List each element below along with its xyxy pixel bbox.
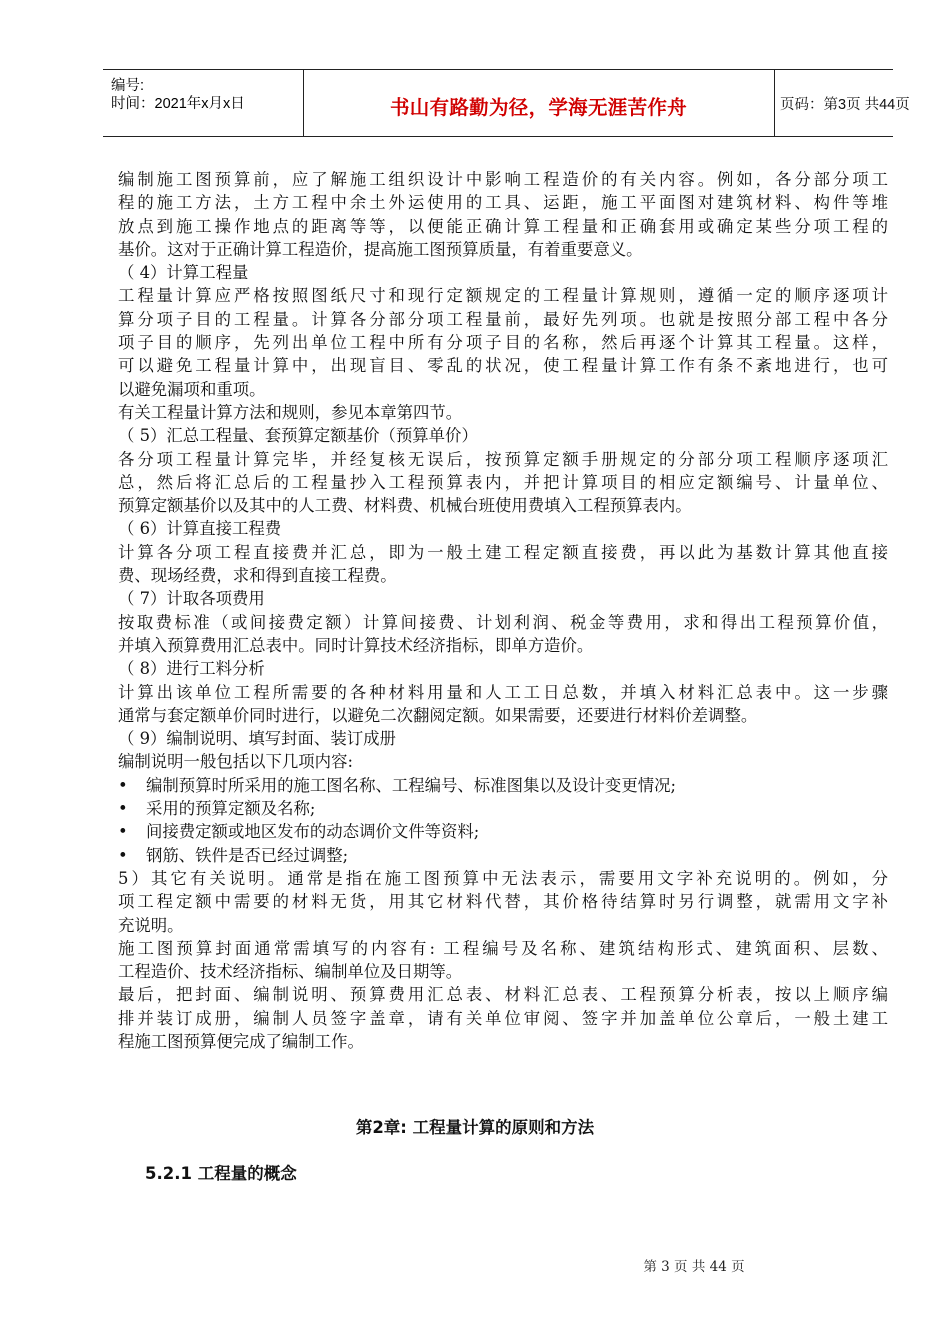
body-line xyxy=(118,681,888,704)
line-text: 以避免漏项和重项。 xyxy=(118,379,266,399)
bullet-item xyxy=(118,774,888,797)
line-text: 计算出该单位工程所需要的各种材料用量和人工工日总数，并填入材料汇总表中。这一步骤 xyxy=(118,682,888,702)
line-text: 通常与套定额单价同时进行，以避免二次翻阅定额。如果需要，还要进行材料价差调整。 xyxy=(118,705,758,725)
body-line xyxy=(118,937,888,960)
document-time-label: 时间：2021年x月x日 xyxy=(111,96,245,112)
bullet-item xyxy=(118,797,888,820)
body-line xyxy=(118,587,888,610)
line-text: 总，然后将汇总后的工程量抄入工程预算表内，并把计算项目的相应定额编号、计量单位、 xyxy=(118,472,888,492)
page-footer xyxy=(0,1255,950,1275)
line-text: 项工程定额中需要的材料无货，用其它材料代替，其价格待结算时另行调整，就需用文字补 xyxy=(118,892,888,912)
body-line xyxy=(118,704,888,727)
body-line xyxy=(118,331,888,354)
bullet-item xyxy=(118,844,888,867)
line-text: 工程造价、技术经济指标、编制单位及日期等。 xyxy=(118,962,463,982)
body-line xyxy=(118,378,888,401)
body-line xyxy=(118,1030,888,1053)
body-line xyxy=(118,890,888,913)
bullet-icon: • xyxy=(118,845,128,865)
body-line xyxy=(118,657,888,680)
line-text: 程的施工方法，土方工程中余土外运使用的工具、运距，施工平面图对建筑材料、构件等堆 xyxy=(118,193,888,213)
body-line xyxy=(118,611,888,634)
document-number-label: 编号: xyxy=(111,78,145,94)
body-line xyxy=(118,914,888,937)
line-text: 编制预算时所采用的施工图名称、工程编号、标准图集以及设计变更情况; xyxy=(146,775,677,795)
body-line xyxy=(118,750,888,773)
body-line xyxy=(118,471,888,494)
body-line xyxy=(118,564,888,587)
line-text: 采用的预算定额及名称; xyxy=(146,799,316,819)
header-motto: 书山有路勤为径，学海无涯苦作舟 xyxy=(389,96,687,119)
line-text: （ 7）计取各项费用 xyxy=(118,589,265,609)
bullet-icon: • xyxy=(118,775,128,795)
line-text: 施工图预算封面通常需填写的内容有: 工程编号及名称、建筑结构形式、建筑面积、层数、 xyxy=(118,938,888,958)
line-text: （ 4）计算工程量 xyxy=(118,263,249,283)
line-text: （ 9）编制说明、填写封面、装订成册 xyxy=(118,729,396,749)
line-text: 可以避免工程量计算中，出现盲目、零乱的状况，使工程量计算工作有条不紊地进行，也可 xyxy=(118,356,888,376)
line-text: 程施工图预算便完成了编制工作。 xyxy=(118,1031,364,1051)
chapter-title: 第2章: 工程量计算的原则和方法 xyxy=(355,1118,595,1137)
body-line xyxy=(118,960,888,983)
body-line xyxy=(118,238,888,261)
header-page-cell xyxy=(774,70,910,136)
header-motto-cell xyxy=(303,70,775,136)
bullet-icon: • xyxy=(118,822,128,842)
line-text: 工程量计算应严格按照图纸尺寸和现行定额规定的工程量计算规则，遵循一定的顺序逐项计 xyxy=(118,286,888,306)
body-line xyxy=(118,494,888,517)
body-line xyxy=(118,727,888,750)
line-text: 5）其它有关说明。通常是指在施工图预算中无法表示，需要用文字补充说明的。例如，分 xyxy=(118,868,888,888)
line-text: 费、现场经费，求和得到直接工程费。 xyxy=(118,566,397,586)
line-text: （ 8）进行工料分析 xyxy=(118,659,265,679)
line-text: 并填入预算费用汇总表中。同时计算技术经济指标，即单方造价。 xyxy=(118,635,594,655)
line-text: （ 6）计算直接工程费 xyxy=(118,519,282,539)
line-text: 充说明。 xyxy=(118,915,184,935)
line-text: 预算定额基价以及其中的人工费、材料费、机械台班使用费填入工程预算表内。 xyxy=(118,496,692,516)
line-text: 有关工程量计算方法和规则，参见本章第四节。 xyxy=(118,402,463,422)
line-text: 算分项子目的工程量。计算各分部分项工程量前，最好先列项。也就是按照分部工程中各分 xyxy=(118,309,888,329)
line-text: 项子目的顺序，先列出单位工程中所有分项子目的名称，然后再逐个计算其工程量。这样， xyxy=(118,333,888,353)
line-text: 按取费标准（或间接费定额）计算间接费、计划利润、税金等费用，求和得出工程预算价值， xyxy=(118,612,888,632)
header-page-info: 页码：第3页 共44页 xyxy=(780,97,910,113)
body-line xyxy=(118,401,888,424)
line-text: 编制说明一般包括以下几项内容: xyxy=(118,752,353,772)
line-text: 排并装订成册，编制人员签字盖章，请有关单位审阅、签字并加盖单位公章后，一般土建工 xyxy=(118,1008,888,1028)
bullet-icon: • xyxy=(118,799,128,819)
body-line xyxy=(118,983,888,1006)
line-text: 钢筋、铁件是否已经过调整; xyxy=(146,845,349,865)
body-line xyxy=(118,261,888,284)
body-line xyxy=(118,354,888,377)
page-header xyxy=(103,69,910,137)
body-line xyxy=(118,541,888,564)
line-text: 最后，把封面、编制说明、预算费用汇总表、材料汇总表、工程预算分析表，按以上顺序编 xyxy=(118,985,888,1005)
body-line xyxy=(118,191,888,214)
body-line xyxy=(118,634,888,657)
header-meta-cell xyxy=(103,70,304,136)
line-text: 基价。这对于正确计算工程造价，提高施工图预算质量，有着重要意义。 xyxy=(118,239,643,259)
line-text: 放点到施工操作地点的距离等等，以便能正确计算工程量和正确套用或确定某些分项工程的 xyxy=(118,216,888,236)
footer-page-number: 第 3 页 共 44 页 xyxy=(643,1259,745,1275)
body-line xyxy=(118,517,888,540)
body-line xyxy=(118,215,888,238)
section-title: 5.2.1 工程量的概念 xyxy=(145,1164,297,1183)
body-line xyxy=(118,1007,888,1030)
body-line xyxy=(118,284,888,307)
body-line xyxy=(118,448,888,471)
body-line xyxy=(118,424,888,447)
line-text: 计算各分项工程直接费并汇总，即为一般土建工程定额直接费，再以此为基数计算其他直接 xyxy=(118,542,888,562)
body-line xyxy=(118,168,888,191)
bullet-item xyxy=(118,820,888,843)
body-text xyxy=(118,168,888,1053)
body-line xyxy=(118,308,888,331)
line-text: （ 5）汇总工程量、套预算定额基价（预算单价） xyxy=(118,426,478,446)
line-text: 编制施工图预算前，应了解施工组织设计中影响工程造价的有关内容。例如，各分部分项工 xyxy=(118,170,888,189)
body-line xyxy=(118,867,888,890)
line-text: 间接费定额或地区发布的动态调价文件等资料; xyxy=(146,822,480,842)
line-text: 各分项工程量计算完毕，并经复核无误后，按预算定额手册规定的分部分项工程顺序逐项汇 xyxy=(118,449,888,469)
